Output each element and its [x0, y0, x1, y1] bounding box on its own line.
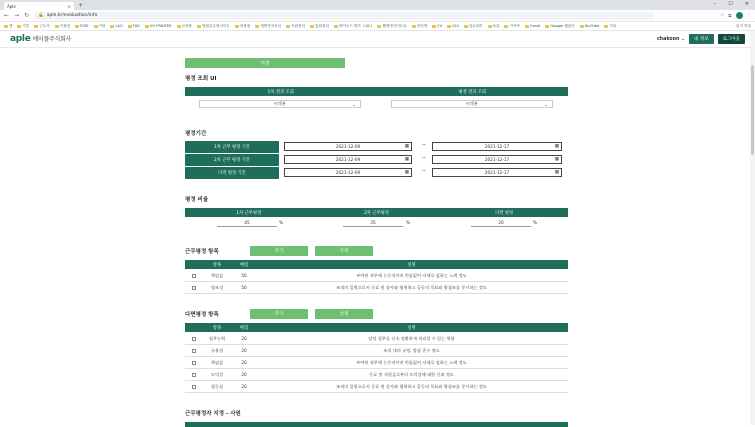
scrollbar-thumb[interactable]: [751, 65, 754, 155]
start-date: 2021-12-09: [335, 157, 361, 162]
item-weight: 50: [241, 285, 247, 290]
table-row: [185, 357, 568, 369]
user-menu[interactable]: [657, 37, 685, 42]
item-name: 도덕성: [210, 371, 224, 377]
table-row: [185, 381, 568, 393]
work-items-title: 근무평정 항목: [185, 249, 219, 255]
browser-tab[interactable]: [4, 2, 74, 10]
bookmark-label: LAO: [115, 24, 123, 28]
folder-icon: [110, 25, 114, 28]
bookmark-label: 보류: [492, 23, 500, 28]
bookmark-item[interactable]: [4, 24, 12, 29]
view-col2: 평정 결과 조회: [458, 89, 487, 95]
bookmark-label: Google 캘린더: [550, 23, 575, 28]
item-description: 동료 및 직원들로부터 도덕성에 대한 신뢰 정도: [369, 371, 454, 377]
bookmark-item[interactable]: [17, 24, 29, 29]
multi-items-header: [185, 323, 568, 332]
bookmark-label: 가랑: [98, 23, 106, 28]
folder-icon: [488, 25, 492, 28]
folder-icon: [197, 25, 201, 28]
bookmark-item[interactable]: [177, 24, 192, 29]
row-checkbox[interactable]: [192, 373, 196, 377]
end-date: 2021-12-17: [484, 170, 510, 175]
range-separator: ~: [422, 169, 426, 174]
view-col1: 1차 결과 조회: [267, 89, 294, 95]
ratio-unit: %: [279, 221, 284, 226]
table-row: [185, 282, 568, 294]
range-separator: ~: [422, 143, 426, 148]
extension-icon[interactable]: ⧉: [728, 13, 732, 19]
bookmark-label: 바이오드 발가 스와니: [338, 23, 373, 28]
bookmark-item[interactable]: [432, 24, 442, 28]
url-text: aple.kr/evaluation/info: [46, 13, 98, 18]
folder-icon: [432, 25, 436, 28]
item-name: 규율성: [210, 347, 224, 353]
final-result-value: 비객용: [465, 101, 479, 106]
item-description: 부여된 직무에 능동적이며 빈틈없어 자세로 임하는 노력 정도: [356, 359, 467, 365]
item-name: 책임감: [210, 272, 224, 278]
folder-icon: [17, 25, 21, 28]
item-weight: 20: [241, 348, 247, 353]
bookmark-item[interactable]: [525, 24, 541, 28]
window-controls: [714, 1, 749, 7]
item-weight: 20: [241, 372, 247, 377]
my-info-button[interactable]: 내 정보: [689, 34, 713, 44]
col-desc: 설명: [407, 262, 416, 268]
bookmark-label: 어플용: [239, 23, 251, 28]
calendar-icon[interactable]: ▦: [554, 170, 559, 175]
row-checkbox[interactable]: [192, 337, 196, 341]
bookmark-item[interactable]: [94, 24, 106, 29]
bookmark-label: 이플링: [59, 23, 71, 28]
bookmark-item[interactable]: [377, 24, 406, 29]
app-header: [0, 31, 755, 48]
bookmark-item[interactable]: [145, 24, 172, 28]
bookmark-item[interactable]: [604, 24, 616, 29]
start-date: 2021-12-09: [335, 144, 361, 149]
forward-icon[interactable]: →: [14, 12, 20, 19]
window-close-icon[interactable]: ✕: [744, 1, 749, 7]
period-end-input[interactable]: [432, 168, 562, 177]
multi-add-button[interactable]: 추가: [250, 309, 308, 319]
folder-icon: [580, 25, 584, 28]
item-weight: 20: [241, 360, 247, 365]
folder-icon: [55, 25, 59, 28]
item-weight: 20: [241, 384, 247, 389]
period-end-input[interactable]: [432, 155, 562, 164]
folder-icon: [525, 25, 529, 28]
maximize-icon[interactable]: ☐: [728, 1, 733, 7]
bookmark-label: 개발자자료실: [260, 23, 282, 28]
bookmark-item[interactable]: [545, 24, 574, 29]
bookmark-label: 앱: [9, 23, 13, 28]
bookmark-item[interactable]: [412, 24, 427, 29]
first-result-value: 비객용: [273, 101, 287, 106]
bookmark-item[interactable]: [464, 24, 483, 29]
folder-icon: [145, 25, 149, 28]
work-items-header: [185, 260, 568, 269]
profile-avatar[interactable]: [736, 12, 743, 19]
folder-icon: [412, 25, 416, 28]
item-weight: 50: [241, 273, 247, 278]
address-bar-row: [0, 10, 755, 22]
bookmark-item[interactable]: [110, 24, 122, 28]
item-weight: 20: [241, 336, 247, 341]
assign-section-title: 근무평정자 지정 - 사원: [185, 411, 241, 417]
col-weight: 배점: [239, 325, 249, 331]
bookmark-label: 법원공무원사이트: [202, 23, 230, 28]
folder-icon: [94, 25, 98, 28]
period-label: 1차 근무 평정 기간: [185, 141, 279, 153]
logo[interactable]: [10, 34, 71, 44]
item-description: 담당 업무를 신속 정확하게 처리할 수 있는 역량: [368, 335, 455, 341]
calendar-icon[interactable]: ▦: [404, 170, 409, 175]
item-name: 협조성: [210, 284, 224, 290]
period-start-input[interactable]: [284, 142, 412, 151]
minimize-icon[interactable]: –: [713, 1, 717, 7]
folder-icon: [464, 25, 468, 28]
bookmark-label: YouTube: [584, 24, 600, 28]
col-item: 항목: [212, 262, 222, 268]
folder-icon: [604, 25, 608, 28]
bookmark-item[interactable]: [235, 24, 250, 29]
ratio-header-1: 1차 근무평정: [236, 210, 262, 216]
item-name: 업무능력: [208, 335, 226, 341]
bookmark-label: 리딩게: [416, 23, 428, 28]
chevron-down-icon: ⌄: [544, 101, 548, 107]
bookmarks-bar: [0, 22, 755, 31]
ratio-second-input[interactable]: 35: [343, 220, 403, 227]
bookmark-label: 통원관리: [315, 23, 329, 28]
table-row: [185, 345, 568, 357]
bookmark-label: PLTK: [80, 24, 89, 28]
first-result-select[interactable]: [199, 100, 361, 108]
row-checkbox[interactable]: [192, 286, 196, 290]
col-weight: 배점: [239, 262, 249, 268]
folder-icon: [4, 25, 8, 28]
bookmark-item[interactable]: [75, 24, 88, 28]
bookmark-label: TAO: [132, 24, 140, 28]
bookmark-label: GUI: [452, 24, 459, 28]
start-date: 2021-12-09: [335, 170, 361, 175]
calendar-icon[interactable]: ▦: [554, 157, 559, 162]
bookmark-item[interactable]: [504, 24, 519, 29]
bookmark-label: 카카아: [509, 23, 520, 28]
save-button[interactable]: 저장: [185, 58, 345, 68]
bookmark-label: 카톤: [22, 23, 30, 28]
period-start-input[interactable]: [284, 155, 412, 164]
item-description: 조직의 일원으로서 동료 및 상사와 협력하고 공동의 목표와 방침조를 중시하는 정도: [336, 284, 487, 290]
scrollbar[interactable]: [750, 31, 755, 425]
col-desc: 설명: [407, 325, 416, 331]
folder-icon: [310, 25, 314, 28]
folder-icon: [235, 25, 239, 28]
col-item: 항목: [212, 325, 222, 331]
folder-icon: [255, 25, 259, 28]
ratio-header-2: 2차 근무평정: [364, 210, 389, 216]
calendar-icon[interactable]: ▦: [404, 144, 409, 149]
company-name: 에이플주식회사: [32, 36, 71, 43]
bookmark-label: VO PRINTER: [149, 24, 172, 28]
view-header: [185, 87, 568, 96]
bookmark-item[interactable]: [286, 24, 305, 29]
tab-title: Aple: [7, 3, 16, 9]
reload-icon[interactable]: ↻: [24, 12, 30, 19]
range-separator: ~: [422, 156, 426, 161]
end-date: 2021-12-17: [484, 157, 510, 162]
folder-icon: [286, 25, 290, 28]
ratio-first-input[interactable]: 45: [217, 220, 277, 227]
url-input[interactable]: [34, 12, 654, 20]
table-row: [185, 270, 568, 282]
browser-tab-strip: [0, 0, 755, 10]
row-checkbox[interactable]: [192, 361, 196, 365]
row-checkbox[interactable]: [192, 274, 196, 278]
bookmark-item[interactable]: [447, 24, 458, 28]
table-row: [185, 333, 568, 345]
period-label: 다면 평정 기간: [185, 167, 279, 179]
calendar-icon[interactable]: ▦: [554, 144, 559, 149]
ratio-header: [185, 208, 568, 217]
item-description: 조직 내의 규정, 방침 준수 정도: [383, 347, 440, 353]
bookmark-label: 웹생명사이트들: [382, 23, 407, 28]
tab-close-icon[interactable]: ✕: [67, 3, 71, 9]
calendar-icon[interactable]: ▦: [404, 157, 409, 162]
menu-icon[interactable]: ⋮: [746, 13, 751, 18]
chevron-down-icon: ⌄: [352, 101, 356, 107]
multi-delete-button[interactable]: 삭제: [315, 309, 373, 319]
table-row: [185, 369, 568, 381]
end-date: 2021-12-17: [484, 144, 510, 149]
folder-icon: [447, 25, 451, 28]
user-name: chakoon: [656, 36, 680, 42]
bookmark-label: Gmail: [529, 24, 541, 28]
work-add-button[interactable]: 추가: [250, 246, 308, 256]
ratio-multi-input[interactable]: 20: [471, 220, 531, 227]
bookmark-item[interactable]: [128, 24, 140, 28]
item-name: 협동심: [210, 383, 224, 389]
folder-icon: [177, 25, 181, 28]
view-section-title: 평정 조회 UI: [185, 76, 217, 82]
bookmark-item[interactable]: [334, 24, 373, 29]
bookmark-item[interactable]: [34, 24, 49, 29]
ratio-section-title: 평정 비율: [185, 197, 209, 203]
bookmark-item[interactable]: [488, 24, 500, 29]
ratio-unit: %: [406, 221, 411, 226]
bookmark-label: CV: [437, 24, 443, 28]
folder-icon: [377, 25, 381, 28]
folder-icon: [545, 25, 549, 28]
period-end-input[interactable]: [432, 142, 562, 151]
logout-button[interactable]: 로그아웃: [718, 34, 745, 44]
folder-icon: [504, 25, 508, 28]
star-icon[interactable]: ☆: [720, 13, 725, 18]
back-icon[interactable]: ←: [4, 12, 10, 19]
folder-icon: [128, 25, 132, 28]
chevron-down-icon: ⌄: [681, 36, 686, 42]
bookmark-label: 기타: [609, 23, 617, 28]
item-name: 책임감: [210, 359, 224, 365]
period-start-input[interactable]: [284, 168, 412, 177]
multi-items-title: 다면평정 항목: [185, 312, 219, 318]
bookmark-label: 업무관리: [468, 23, 483, 28]
item-description: 부여된 직무에 능동적이며 빈틈없어 자세로 임하는 노력 정도: [356, 272, 467, 278]
work-delete-button[interactable]: 삭제: [315, 246, 373, 256]
row-checkbox[interactable]: [192, 385, 196, 389]
item-description: 조직의 일원으로서 동료 및 상사와 협력하고 공동의 목표와 방침조를 중시하는 정도: [336, 383, 487, 389]
bookmark-item[interactable]: [55, 24, 70, 29]
period-label: 2차 근무 평정 기간: [185, 154, 279, 166]
bookmark-item[interactable]: [310, 24, 329, 29]
period-section-title: 평정기간: [185, 131, 207, 137]
ratio-header-3: 다면 평정: [495, 210, 514, 216]
logo-text: aple: [10, 34, 31, 44]
bookmark-label: 교육용: [181, 23, 193, 28]
bookmark-label: 근무자: [39, 23, 50, 28]
bookmark-label: 지원정리: [291, 23, 306, 28]
folder-icon: [34, 25, 38, 28]
bookmark-item[interactable]: [197, 24, 230, 29]
lock-icon: 🔒: [38, 13, 44, 18]
folder-icon: [75, 25, 79, 28]
reading-list[interactable]: 읽기 목록: [735, 23, 751, 28]
folder-icon: [334, 25, 338, 28]
final-result-select[interactable]: [391, 100, 553, 108]
ratio-unit: %: [533, 221, 538, 226]
new-tab-icon[interactable]: +: [78, 1, 84, 9]
bookmark-item[interactable]: [580, 24, 600, 28]
row-checkbox[interactable]: [192, 349, 196, 353]
bookmark-item[interactable]: [255, 24, 281, 29]
